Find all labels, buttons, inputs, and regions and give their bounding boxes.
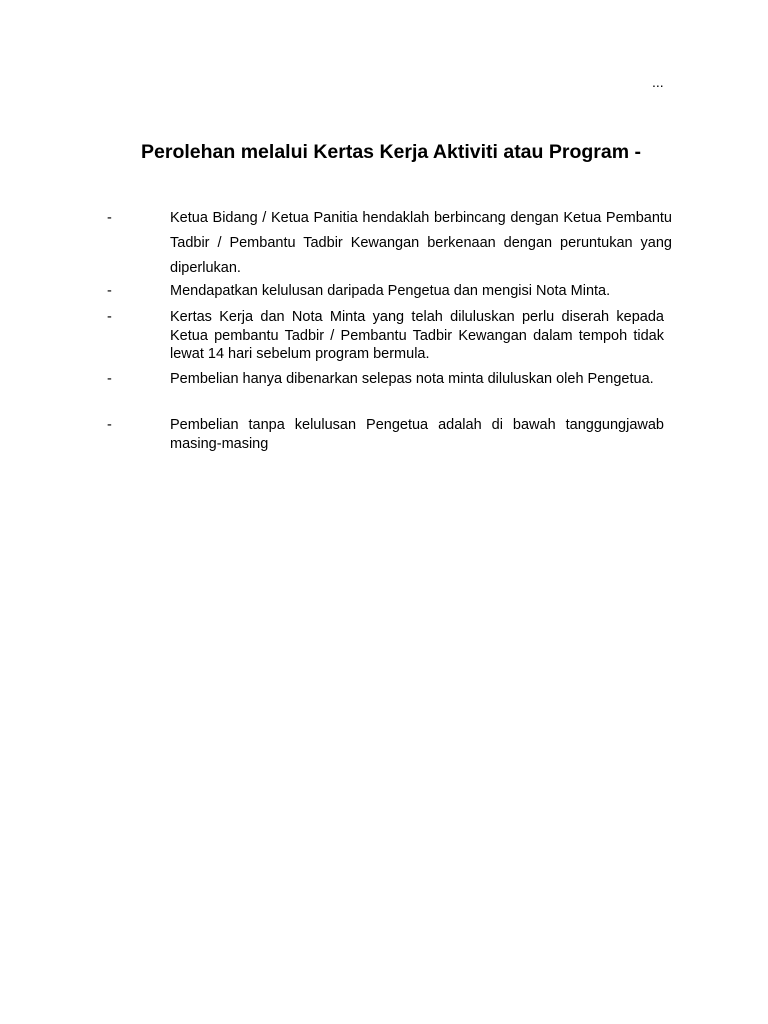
bullet-dash: - bbox=[107, 309, 112, 325]
document-title: Perolehan melalui Kertas Kerja Aktiviti atau Program - bbox=[141, 141, 641, 163]
bullet-dash: - bbox=[107, 371, 112, 387]
page-marker: ... bbox=[652, 74, 664, 90]
bullet-dash: - bbox=[107, 417, 112, 433]
bullet-text: Pembelian hanya dibenarkan selepas nota minta diluluskan oleh Pengetua. bbox=[170, 371, 654, 387]
bullet-text: Pembelian tanpa kelulusan Pengetua adalah di bawah tanggungjawab masing-masing bbox=[170, 417, 664, 452]
bullet-text: Kertas Kerja dan Nota Minta yang telah diluluskan perlu diserah kepada Ketua pembantu Tadbir / Pembantu Tadbir Kewangan dalam tempoh tidak lewat 14 hari sebelum program bermula. bbox=[170, 309, 664, 362]
bullet-text: Mendapatkan kelulusan daripada Pengetua dan mengisi Nota Minta. bbox=[170, 283, 611, 299]
bullet-text: Ketua Bidang / Ketua Panitia hendaklah berbincang dengan Ketua Pembantu Tadbir / Pembantu Tadbir Kewangan berkenaan dengan peruntukan yang diperlukan. bbox=[170, 210, 672, 276]
bullet-dash: - bbox=[107, 210, 112, 226]
bullet-dash: - bbox=[107, 283, 112, 299]
